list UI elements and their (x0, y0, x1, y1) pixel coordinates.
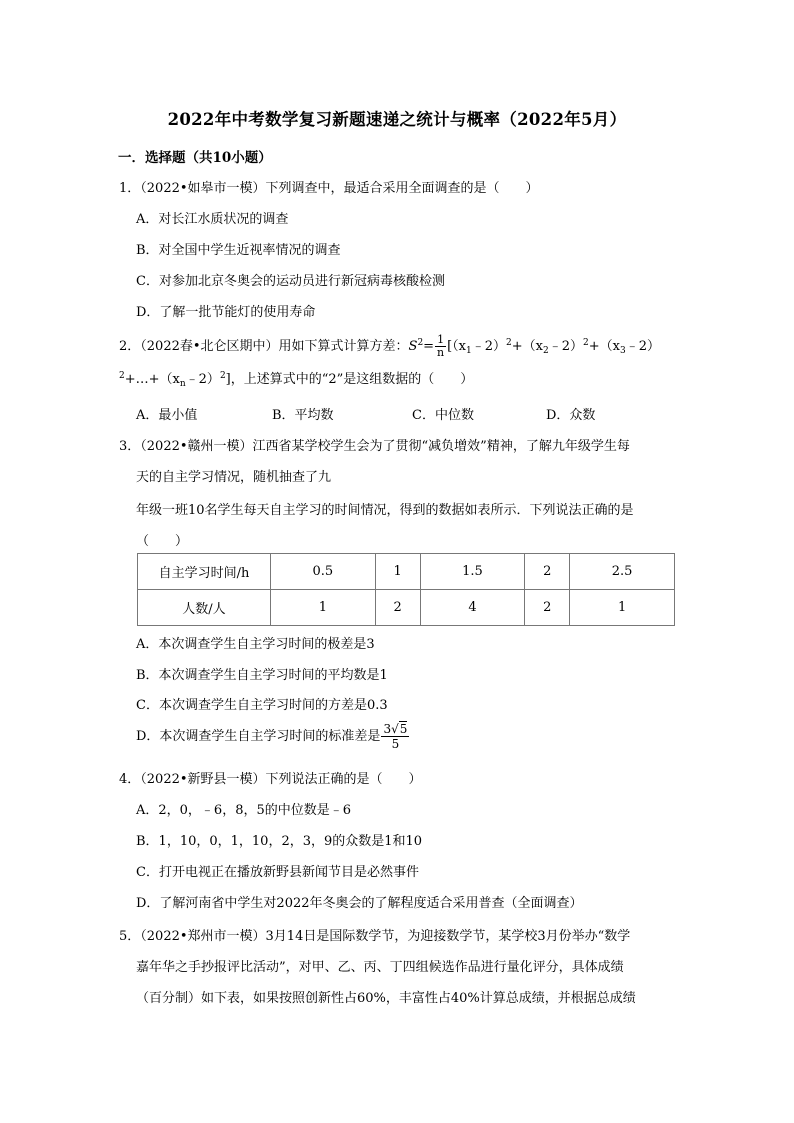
question-2-tail: ]，上述算式中的“2”是这组数据的（ ） (225, 372, 474, 387)
radicand: 5 (399, 722, 408, 736)
fraction-numerator (381, 722, 409, 737)
subscript: 3 (619, 346, 626, 356)
table-cell: 0.5 (271, 554, 376, 590)
formula-term: [（x (447, 339, 466, 354)
question-5-stem-line-1: 5．（2022•郑州市一模）3月14日是国际数学节，为迎接数学节，某学校3月份举办“数学 (119, 929, 631, 944)
exponent: 2 (219, 371, 226, 381)
question-2-option-b: B．平均数 (272, 408, 334, 423)
variance-symbol: S (408, 339, 418, 354)
question-5-stem-line-2: 嘉年华之手抄报评比活动”，对甲、乙、丙、丁四组候选作品进行量化评分，具体成绩 (136, 960, 624, 975)
table-row (138, 554, 675, 590)
fraction-denominator: n (437, 346, 445, 359)
table-row (138, 590, 675, 626)
table-cell: 2 (525, 590, 570, 626)
question-1-option-b: B．对全国中学生近视率情况的调查 (136, 243, 341, 258)
fraction-one-over-n (435, 334, 446, 359)
question-1-option-c: C．对参加北京冬奥会的运动员进行新冠病毒核酸检测 (136, 274, 445, 289)
exponent: 2 (417, 338, 424, 348)
study-time-table (137, 553, 675, 626)
question-2-stem (119, 334, 660, 359)
table-cell: 2.5 (570, 554, 675, 590)
table-cell: 1 (271, 590, 376, 626)
table-cell: 2 (375, 590, 420, 626)
exponent: 2 (119, 371, 125, 381)
formula-term: ﹣2） (185, 372, 220, 387)
formula-term: +（x (511, 339, 543, 354)
question-3-option-d-text: D．本次调查学生自主学习时间的标准差是 (136, 729, 381, 744)
question-4-stem: 4．（2022•新野县一模）下列说法正确的是（ ） (119, 772, 422, 787)
fraction-numerator: 1 (437, 333, 445, 346)
question-2-option-a: A．最小值 (136, 408, 198, 423)
question-2-option-d: D．众数 (546, 408, 596, 423)
question-3-option-b: B．本次调查学生自主学习时间的平均数是1 (136, 668, 388, 683)
question-4-option-d: D．了解河南省中学生对2022年冬奥会的了解程度适合采用普查（全面调查） (136, 896, 583, 911)
question-1-option-a: A．对长江水质状况的调查 (136, 212, 289, 227)
question-3-stem-line-1: 3．（2022•赣州一模）江西省某学校学生会为了贯彻“减负增效”精神，了解九年级学生每 (119, 439, 630, 454)
question-3-option-d (136, 722, 410, 751)
question-2-stem-line-2 (119, 368, 473, 389)
formula-term: +…+（x (124, 372, 180, 387)
formula-term: ﹣2） (548, 339, 583, 354)
exponent: 2 (506, 338, 512, 348)
question-4-option-c: C．打开电视正在播放新野县新闻节目是必然事件 (136, 865, 419, 880)
equals-sign: = (423, 339, 435, 354)
question-3-option-a: A．本次调查学生自主学习时间的极差是3 (136, 637, 375, 652)
question-1-stem: 1．（2022•如皋市一模）下列调查中，最适合采用全面调查的是（ ） (119, 181, 539, 196)
formula-term: ﹣2） (471, 339, 506, 354)
subscript: 2 (542, 346, 549, 356)
question-1-option-d: D．了解一批节能灯的使用寿命 (136, 305, 316, 320)
question-3-option-c: C．本次调查学生自主学习时间的方差是0.3 (136, 698, 388, 713)
section-heading: 一．选择题（共10小题） (118, 150, 272, 166)
question-2-option-c: C．中位数 (412, 408, 474, 423)
exponent: 2 (582, 338, 589, 348)
table-header-cell: 自主学习时间/h (138, 554, 271, 590)
question-3-stem-line-4: （ ） (136, 534, 189, 549)
subscript: n (179, 379, 186, 389)
page-title: 2022年中考数学复习新题速递之统计与概率（2022年5月） (167, 110, 627, 129)
question-2-prefix: 2．（2022春•北仑区期中）用如下算式计算方差： (119, 339, 409, 354)
fraction-denominator: 5 (391, 737, 400, 751)
fraction-3-root5-over-5 (381, 722, 409, 751)
coefficient: 3 (383, 722, 392, 736)
question-3-stem-line-2: 天的自主学习情况，随机抽查了九 (136, 470, 332, 485)
question-3-stem-line-3: 年级一班10名学生每天自主学习的时间情况，得到的数据如表所示．下列说法正确的是 (136, 503, 634, 518)
table-cell: 2 (525, 554, 570, 590)
table-header-cell: 人数/人 (138, 590, 271, 626)
table-cell: 4 (420, 590, 525, 626)
formula-term: ﹣2） (625, 339, 660, 354)
question-5-stem-line-3: （百分制）如下表，如果按照创新性占60%，丰富性占40%计算总成绩，并根据总成绩 (136, 991, 636, 1006)
table-cell: 1 (570, 590, 675, 626)
formula-term: +（x (588, 339, 620, 354)
table-cell: 1.5 (420, 554, 525, 590)
subscript: 1 (465, 346, 472, 356)
sqrt-icon: √ (391, 722, 399, 736)
question-4-option-a: A．2，0，﹣6，8，5的中位数是﹣6 (136, 803, 352, 818)
question-4-option-b: B．1，10，0，1，10，2，3，9的众数是1和10 (136, 834, 423, 849)
table-cell: 1 (375, 554, 420, 590)
question-2-options (136, 404, 636, 422)
